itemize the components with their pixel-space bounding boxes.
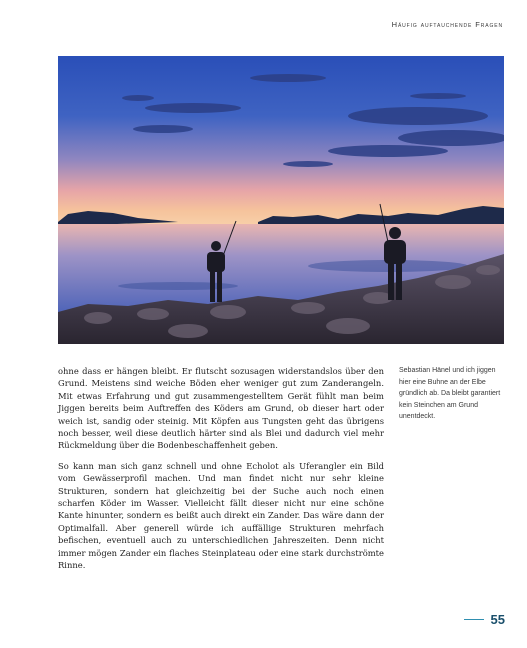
folio-rule [464, 619, 484, 621]
photo-anglers-at-river-dusk-icon [58, 56, 504, 344]
paragraph: So kann man sich ganz schnell und ohne Echolot als Uferangler ein Bild vom Gewässerprofil machen. Und man findet nicht nur sehr kleine Strukturen, sondern hat gleichzeitig bei der Suche auch noch einen scharfen Köder im Wasser. Vielleicht fällt dieser nicht nur eine schöne Kante hinunter, sondern es beißt auch direkt ein Zander. Das wäre dann der Optimalfall. Aber generell würde ich auffällige Strukturen mehrfach befischen, eventuell auch zu unterschiedlichen Jahreszeiten. Denn nicht immer mögen Zander ein flaches Steinplateau oder eine stark durchströmte Rinne. [58, 460, 384, 571]
page-number: 55 [490, 612, 505, 627]
running-head: Häufig auftauchende Fragen [391, 20, 503, 29]
photo-caption: Sebastian Hänel und ich jiggen hier eine Buhne an der Elbe gründlich ab. Da bleibt garantiert kein Steinchen am Grund unentdeckt. [399, 367, 501, 421]
body-text [58, 365, 384, 580]
paragraph: ohne dass er hängen bleibt. Er flutscht sozusagen widerstandslos über den Grund. Meistens sind weiche Böden eher weniger gut zum Zanderangeln. Mit etwas Erfahrung und gut zusammengestelltem Gerät fühlt man beim Jiggen bereits beim Auftreffen des Köders am Grund, ob dieser hart oder weich ist, sandig oder steinig. Mit Köpfen aus Tungsten geht das übrigens noch besser, weil diese deutlich härter sind als Blei und dadurch viel mehr Rückmeldung über die Bodenbeschaffenheit geben. [58, 366, 384, 451]
photo [58, 56, 504, 344]
page-footer [464, 612, 505, 627]
